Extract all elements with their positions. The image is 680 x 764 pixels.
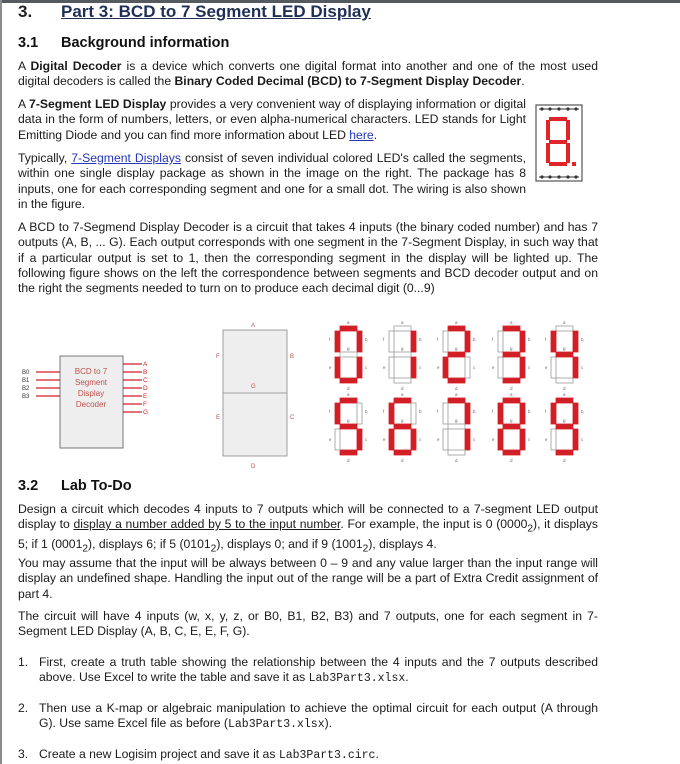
digit-8-label-g: g [510,418,513,423]
page-heading [18,2,371,22]
seven-segment-package-image [535,103,585,183]
digit-0-label-c: c [365,365,368,370]
digit-3-label-f: f [492,337,494,342]
text: ), displays 6; if 5 (0101 [88,537,211,552]
digit-8-label-f: f [492,409,494,414]
digit-8-label-b: b [528,409,531,414]
digit-7-label-a: a [455,392,458,397]
digit-3-segment-f [498,331,503,352]
decoder-output-wires [123,364,142,412]
digit-1-label-e: e [383,365,386,370]
text: First, create a truth table showing the relationship between the 4 inputs and the 7 outputs described above. Use Excel to write the table and save it as [39,655,598,685]
pin [566,175,569,178]
decoder-label-line: BCD to 7 [74,367,108,376]
digit-1-segment-b [411,331,416,352]
digit-8-segment-e [498,429,503,450]
digit-3-label-b: b [528,337,531,342]
text: . [521,74,525,89]
step-2 [18,701,598,733]
digit-7-label-f: f [437,409,439,414]
decoder-label-line: Segment [74,378,108,387]
output-label: C [143,377,148,384]
digit-8-segment-d [503,450,520,455]
digit-7-segment-a [448,398,465,403]
digit-0-label-e: e [329,365,332,370]
digit-5-label-c: c [365,437,368,442]
seven-segment-displays-link[interactable]: 7-Segment Displays [71,151,181,165]
step-text [39,747,598,763]
digit-2-label-d: d [455,386,458,391]
paragraph-digital-decoder [18,59,598,90]
decoder-input-wires [36,372,60,396]
digit-2-segment-b [465,331,470,352]
digit-5-segment-a [340,398,357,403]
text: Design a circuit which decodes 4 inputs to 7 outputs which will be connected to a 7-segment LED output display to [18,502,598,532]
subscript: 2 [82,543,89,555]
digit-3-label-a: a [510,320,513,325]
digit-1-segment-d [394,378,411,383]
digit-3-segment-e [498,357,503,378]
pin [574,107,577,110]
digit-examples [329,320,584,463]
term-bcd-decoder: Binary Coded Decimal (BCD) to 7-Segment Display Decoder [174,74,522,89]
digit-4 [545,320,584,391]
pin [566,107,569,110]
digit-2-label-c: c [473,365,476,370]
section-heading-todo [18,478,132,494]
digit-5-segment-g [340,424,357,429]
digit-9 [545,392,584,463]
segment-label: F [216,354,220,360]
digit-0-label-f: f [329,337,331,342]
digit-4-segment-f [551,331,556,352]
digit-2-segment-c [465,357,470,378]
decoder-label-line: Decoder [75,400,107,409]
digit-9-label-d: d [563,458,566,463]
output-label: E [143,393,148,400]
text: provides a very convenient way of displaying information or digital data in the form of numbers, letters, or even alpha-numerical characters. LED stands for Light Emitting Diode and you can find more information about LED [18,97,526,142]
output-label: G [143,409,149,416]
digit-2-label-b: b [473,337,476,342]
digit-2-label-a: a [455,320,458,325]
text: A [18,59,31,73]
pin [540,107,543,110]
digit-2-segment-e [443,357,448,378]
digit-6 [383,392,422,463]
digit-8-segment-a [503,398,520,403]
digit-1-label-c: c [419,365,422,370]
section-title: Lab To-Do [61,478,132,494]
digit-3-label-g: g [510,346,513,351]
step-text [39,655,598,687]
digit-4-label-e: e [545,365,548,370]
digit-8-segment-f [498,403,503,424]
digit-6-segment-a [394,398,411,403]
digit-1-segment-c [411,357,416,378]
pkg-seg-b [566,120,570,140]
digit-0-segment-d [340,378,357,383]
text: ), it displays 5; if 1 (0001 [18,517,598,552]
digit-5-segment-c [357,429,362,450]
digit-8-label-e: e [492,437,495,442]
paragraph-bcd-decoder: A BCD to 7-Segmend Display Decoder is a circuit that takes 4 inputs (the binary coded number) and has 7 outputs (A, B, ... G). Each output corresponds with one segment in the 7-Segment Display, in such way that if a particular output is set to 1, then the corresponding segment in the display will be lighted up. The following figure shows on the left the correspondence between segments and BCD decoder output and on the right the segments needed to turn on to produce each decimal digit (0...9) [18,220,598,296]
section-number: 3.1 [18,35,39,51]
subscript: 2 [527,523,534,535]
digit-1-label-d: d [401,386,404,391]
text: A [18,97,30,111]
section-number: 3.2 [18,478,39,494]
segment-label: A [251,323,256,329]
segment-label: B [290,354,295,360]
digit-3-segment-b [520,331,525,352]
digit-0-segment-c [357,357,362,378]
digit-1 [383,320,422,391]
digit-3-segment-g [503,352,520,357]
pin [574,175,577,178]
decoder-label-line: Display [77,389,105,398]
digit-8 [492,392,531,463]
digit-9-label-b: b [581,409,584,414]
step-number: 3. [18,747,29,761]
digit-1-label-g: g [401,346,404,351]
digit-6-segment-c [411,429,416,450]
digit-4-label-a: a [563,320,566,325]
digit-7-segment-c [465,429,470,450]
digit-9-label-g: g [563,418,566,423]
digit-7-segment-f [443,403,448,424]
text: Typically, [18,151,72,165]
heading-number: 3. [18,2,33,21]
digit-7-label-e: e [437,437,440,442]
digit-0 [329,320,368,391]
digit-1-segment-f [389,331,394,352]
digit-6-label-f: f [383,409,385,414]
digit-9-segment-d [556,450,573,455]
pin [548,107,551,110]
filename: Lab3Part3.xlsx [227,718,325,732]
digit-9-label-f: f [545,409,547,414]
digit-2 [437,320,476,391]
underlined-requirement: display a number added by 5 to the input number [73,517,341,532]
text: . [405,670,409,685]
text: consist of seven individual colored LED's called the segments, within one single display package as shown in the image on the right. The package has 8 inputs, one for each corresponding segment and one for a small dot. The wiring is also shown in the figure. [18,151,526,211]
input-label: B2 [22,386,30,392]
input-label: B0 [22,370,30,376]
digit-8-segment-g [503,424,520,429]
digit-6-segment-g [394,424,411,429]
digit-5-label-e: e [329,437,332,442]
digit-4-segment-b [573,331,578,352]
digit-5-segment-f [335,403,340,424]
here-link[interactable]: here [349,127,374,142]
digit-5-label-f: f [329,409,331,414]
digit-1-label-f: f [383,337,385,342]
digit-7-label-d: d [455,458,458,463]
text: is a device which converts one digital format into another and one of the most used digital decoders is called the [18,59,598,89]
digit-2-segment-g [448,352,465,357]
digit-5-segment-b [357,403,362,424]
text: . [373,127,378,142]
digit-3-segment-d [503,378,520,383]
digit-4-segment-g [556,352,573,357]
digit-8-label-c: c [528,437,531,442]
digit-2-segment-a [448,326,465,331]
decoder-input-labels [22,370,30,400]
digit-4-label-g: g [563,346,566,351]
digit-0-segment-g [340,352,357,357]
digit-9-segment-c [573,429,578,450]
heading-title [61,2,371,21]
digit-8-segment-c [520,429,525,450]
step-number: 2. [18,701,29,715]
step-text [39,701,598,733]
text: ). [324,716,333,731]
digit-1-segment-a [394,326,411,331]
digit-9-label-a: a [563,392,566,397]
paragraph-circuit: The circuit will have 4 inputs (w, x, y, z, or B0, B1, B2, B3) and 7 outputs, one for each segment in 7-Segment LED Display (A, B, C, E, E, F, G). [18,609,598,639]
digit-3-segment-a [503,326,520,331]
digit-1-label-a: a [401,320,404,325]
digit-6-segment-f [389,403,394,424]
pkg-seg-f [546,120,550,140]
segment-map [216,323,295,470]
digit-6-label-b: b [419,409,422,414]
digit-4-label-f: f [545,337,547,342]
segment-label: G [251,384,256,390]
digit-1-label-b: b [419,337,422,342]
pin [557,107,560,110]
digit-7-segment-d [448,450,465,455]
step-1 [18,655,598,687]
digit-0-segment-b [357,331,362,352]
digit-7 [437,392,476,463]
digit-7-label-b: b [473,409,476,414]
digit-0-segment-a [340,326,357,331]
step-number: 1. [18,655,29,669]
digit-0-label-b: b [365,337,368,342]
step-3 [18,747,598,763]
digit-4-label-c: c [581,365,584,370]
digit-5-label-d: d [347,458,350,463]
digit-0-label-d: d [347,386,350,391]
decoder-block [22,356,148,448]
digit-6-segment-e [389,429,394,450]
digit-4-segment-e [551,357,556,378]
digit-6-label-g: g [401,418,404,423]
digit-5-label-a: a [347,392,350,397]
heading-part: Part 3 [61,2,109,21]
digit-7-label-c: c [473,437,476,442]
pkg-seg-g [549,140,567,144]
digit-6-segment-d [394,450,411,455]
digit-0-label-g: g [347,346,350,351]
digit-4-label-d: d [563,386,566,391]
digit-8-segment-b [520,403,525,424]
segment-label: D [251,464,256,470]
paragraph-design [18,502,598,557]
decoder-figure [18,318,598,470]
digit-2-label-g: g [455,346,458,351]
pkg-dot [572,162,576,166]
digit-8-label-d: d [510,458,513,463]
subscript: 2 [210,543,217,555]
digit-5-label-g: g [347,418,350,423]
digit-5 [329,392,368,463]
digit-3-label-e: e [492,365,495,370]
digit-6-label-a: a [401,392,404,397]
input-label: B3 [22,394,30,400]
text: Create a new Logisim project and save it as [39,747,279,761]
digit-1-segment-e [389,357,394,378]
digit-9-segment-b [573,403,578,424]
digit-4-segment-a [556,326,573,331]
window-left-border [0,0,2,764]
digit-3-segment-c [520,357,525,378]
output-label: D [143,385,148,392]
digit-6-label-e: e [383,437,386,442]
pkg-seg-c [566,143,570,163]
decoder-output-labels [143,361,148,416]
digit-9-segment-e [551,429,556,450]
paragraph-assumption: You may assume that the input will be always between 0 – 9 and any value larger than the input range will display an undefined shape. Handling the input out of the range will be a part of Extra Credit assignment of part 4. [18,556,598,601]
heading-title-rest: : BCD to 7 Segment LED Display [108,2,371,21]
digit-7-segment-e [443,429,448,450]
digit-5-label-b: b [365,409,368,414]
digit-4-segment-d [556,378,573,383]
digit-7-label-g: g [455,418,458,423]
term-7-segment: 7-Segment LED Display [29,97,167,111]
pkg-seg-d [549,162,567,166]
digit-9-segment-f [551,403,556,424]
digit-4-segment-c [573,357,578,378]
digit-9-segment-a [556,398,573,403]
digit-9-label-e: e [545,437,548,442]
subscript: 2 [362,543,369,555]
paragraph-typically [18,151,526,212]
pin [540,175,543,178]
filename: Lab3Part3.circ [278,749,376,762]
section-title: Background information [61,35,230,51]
digit-9-segment-g [556,424,573,429]
filename: Lab3Part3.xlsx [308,672,406,686]
pin [557,175,560,178]
digit-6-label-c: c [419,437,422,442]
digit-0-segment-e [335,357,340,378]
section-heading-background [18,35,229,51]
digit-8-label-a: a [510,392,513,397]
output-label: A [143,361,148,368]
text: . [375,747,379,761]
digit-2-segment-f [443,331,448,352]
pin [548,175,551,178]
digit-9-label-c: c [581,437,584,442]
digit-2-label-f: f [437,337,439,342]
digit-1-segment-g [394,352,411,357]
digit-6-label-d: d [401,458,404,463]
digit-3-label-c: c [528,365,531,370]
term-digital-decoder: Digital Decoder [30,59,122,73]
segment-label: C [290,415,295,421]
digit-5-segment-e [335,429,340,450]
pkg-seg-e [546,143,550,163]
paragraph-seven-segment [18,97,526,143]
output-label: F [143,401,147,408]
text: . For example, the input is 0 (0000 [340,517,528,532]
text: ), displays 0; and if 9 (1001 [216,537,363,552]
digit-4-label-b: b [581,337,584,342]
digit-3-label-d: d [510,386,513,391]
digit-0-label-a: a [347,320,350,325]
digit-2-segment-d [448,378,465,383]
digit-7-segment-b [465,403,470,424]
digit-7-segment-g [448,424,465,429]
digit-0-segment-f [335,331,340,352]
output-label: B [143,369,148,376]
input-label: B1 [22,378,30,384]
text: ), displays 4. [368,537,437,552]
pkg-seg-a [549,117,567,121]
digit-6-segment-b [411,403,416,424]
digit-2-label-e: e [437,365,440,370]
digit-3 [492,320,531,391]
segment-label: E [216,415,221,421]
text: Then use a K-map or algebraic manipulation to achieve the optimal circuit for each output (A through G). Use same Excel file as before ( [39,701,598,731]
digit-5-segment-d [340,450,357,455]
